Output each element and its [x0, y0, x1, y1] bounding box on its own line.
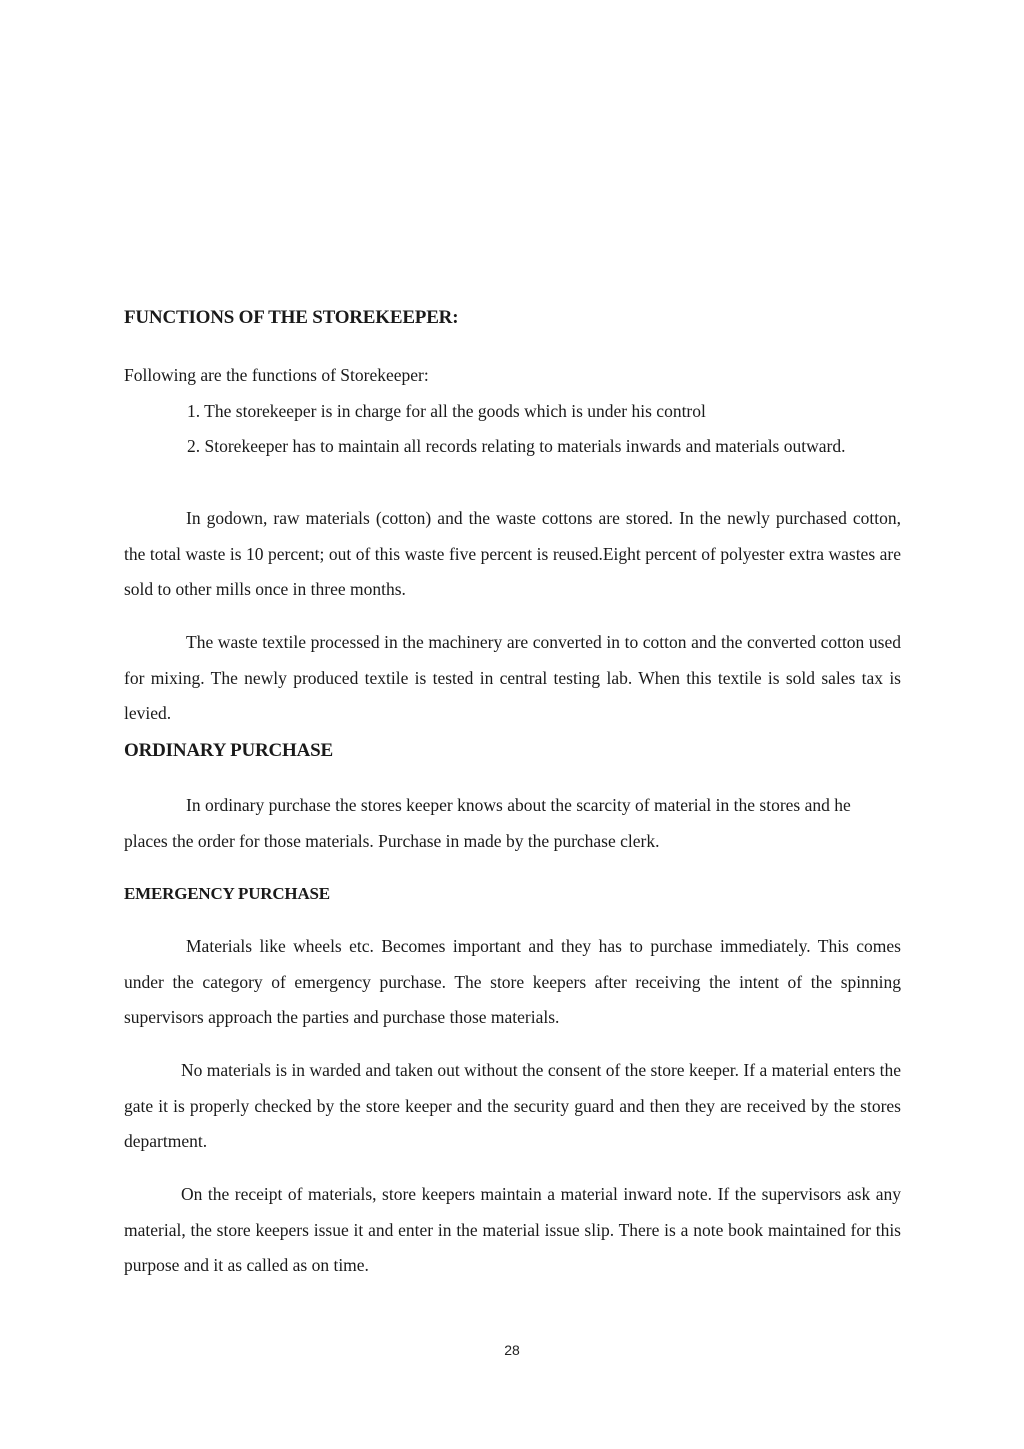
- waste-textile-paragraph: The waste textile processed in the machinery are converted in to cotton and the converted cotton used for mixing. The newly produced textile is tested in central testing lab. When this textile is sold sales tax is levied.: [124, 632, 901, 723]
- ordinary-purchase-paragraph: In ordinary purchase the stores keeper knows about the scarcity of material in the stores and he places the order for those materials. Purchase in made by the purchase clerk.: [124, 795, 851, 851]
- functions-item-1: 1. The storekeeper is in charge for all the goods which is under his control: [187, 401, 706, 421]
- material-inward-note-paragraph: On the receipt of materials, store keepers maintain a material inward note. If the supervisors ask any material, the store keepers issue it and enter in the material issue slip. There is a note book maintained for this purpose and it as called as on time.: [124, 1184, 901, 1275]
- godown-paragraph: In godown, raw materials (cotton) and the waste cottons are stored. In the newly purchased cotton, the total waste is 10 percent; out of this waste five percent is reused.Eight percent of polyester extra wastes are sold to other mills once in three months.: [124, 508, 901, 599]
- functions-intro: Following are the functions of Storekeeper:: [124, 365, 429, 385]
- functions-heading: FUNCTIONS OF THE STOREKEEPER:: [124, 307, 459, 328]
- emergency-purchase-paragraph: Materials like wheels etc. Becomes important and they has to purchase immediately. This comes under the category of emergency purchase. The store keepers after receiving the intent of the spinning supervisors approach the parties and purchase those materials.: [124, 936, 901, 1027]
- document-page: [124, 0, 901, 1449]
- page-number: 28: [504, 1342, 520, 1358]
- ordinary-purchase-heading: ORDINARY PURCHASE: [124, 740, 333, 761]
- functions-item-2: 2. Storekeeper has to maintain all records relating to materials inwards and materials outward.: [187, 436, 846, 456]
- emergency-purchase-heading: EMERGENCY PURCHASE: [124, 884, 330, 903]
- material-consent-paragraph: No materials is in warded and taken out without the consent of the store keeper. If a material enters the gate it is properly checked by the store keeper and the security guard and then they are received by the stores department.: [124, 1060, 901, 1151]
